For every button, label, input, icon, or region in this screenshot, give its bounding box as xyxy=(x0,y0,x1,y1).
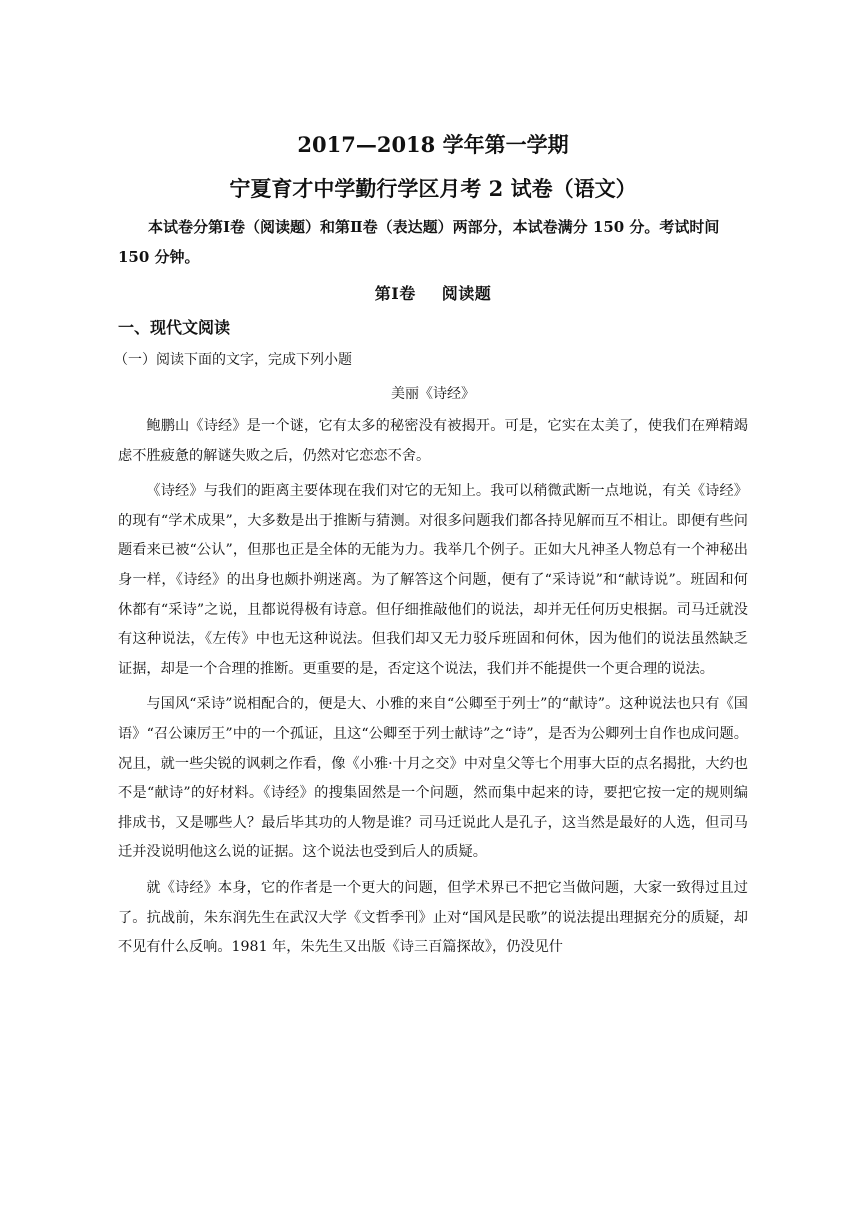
section-heading xyxy=(118,280,748,308)
article-paragraph: 就《诗经》本身，它的作者是一个更大的问题，但学术界已不把它当做问题，大家一致得过且过了。抗战前，朱东润先生在武汉大学《文哲季刊》止对“国风是民歌”的说法提出理据充分的质疑，却不见有什么反响。1981 年，朱先生又出版《诗三百篇探故》，仍没见什 xyxy=(118,879,748,956)
part-heading: 一、现代文阅读 xyxy=(118,318,231,337)
exam-term-title: 2017—2018 学年第一学期 xyxy=(297,132,569,157)
section-part-name: 阅读题 xyxy=(441,284,492,303)
article-paragraph: 与国风“采诗”说相配合的，便是大、小雅的来自“公卿至于列士”的“献诗”。这种说法也只有《国语》“召公谏厉王”中的一个孤证，且这“公卿至于列士献诗”之“诗”，是否为公卿列士自作也成问题。况且，就一些尖锐的讽刺之作看，像《小雅·十月之交》中对皇父等七个用事大臣的点名揭批，大约也不是“献诗”的好材料。《诗经》的搜集固然是一个问题，然而集中起来的诗，要把它按一定的规则编排成书，又是哪些人？最后毕其功的人物是谁？司马迁说此人是孔子，这当然是最好的人选，但司马迁并没说明他这么说的证据。这个说法也受到后人的质疑。 xyxy=(118,696,748,861)
exam-main-title: 宁夏育才中学勤行学区月考 2 试卷（语文） xyxy=(229,176,637,201)
article-paragraph: 鲍鹏山《诗经》是一个谜，它有太多的秘密没有被揭开。可是，它实在太美了，使我们在殚精竭虑不胜疲惫的解谜失败之后，仍然对它恋恋不舍。 xyxy=(118,418,748,464)
article-paragraph: 《诗经》与我们的距离主要体现在我们对它的无知上。我可以稍微武断一点地说，有关《诗经》的现有“学术成果”，大多数是出于推断与猜测。对很多问题我们都各持见解而互不相让。即便有些问题看来已被“公认”，但那也正是全体的无能为力。我举几个例子。正如大凡神圣人物总有一个神秘出身一样，《诗经》的出身也颇扑朔迷离。为了解答这个问题，便有了“采诗说”和“献诗说”。班固和何休都有“采诗”之说，且都说得极有诗意。但仔细推敲他们的说法，却并无任何历史根据。司马迁就没有这种说法，《左传》中也无这种说法。但我们却又无力驳斥班固和何休，因为他们的说法虽然缺乏证据，却是一个合理的推断。更重要的是，否定这个说法，我们并不能提供一个更合理的说法。 xyxy=(118,483,748,677)
section-part-label: 第Ⅰ卷 xyxy=(374,284,416,303)
exam-instructions: 本试卷分第Ⅰ卷（阅读题）和第Ⅱ卷（表达题）两部分，本试卷满分 150 分。考试时间 150 分钟。 xyxy=(118,218,720,266)
sub-heading: （一）阅读下面的文字，完成下列小题 xyxy=(114,352,352,368)
article-title: 美丽《诗经》 xyxy=(391,386,475,402)
